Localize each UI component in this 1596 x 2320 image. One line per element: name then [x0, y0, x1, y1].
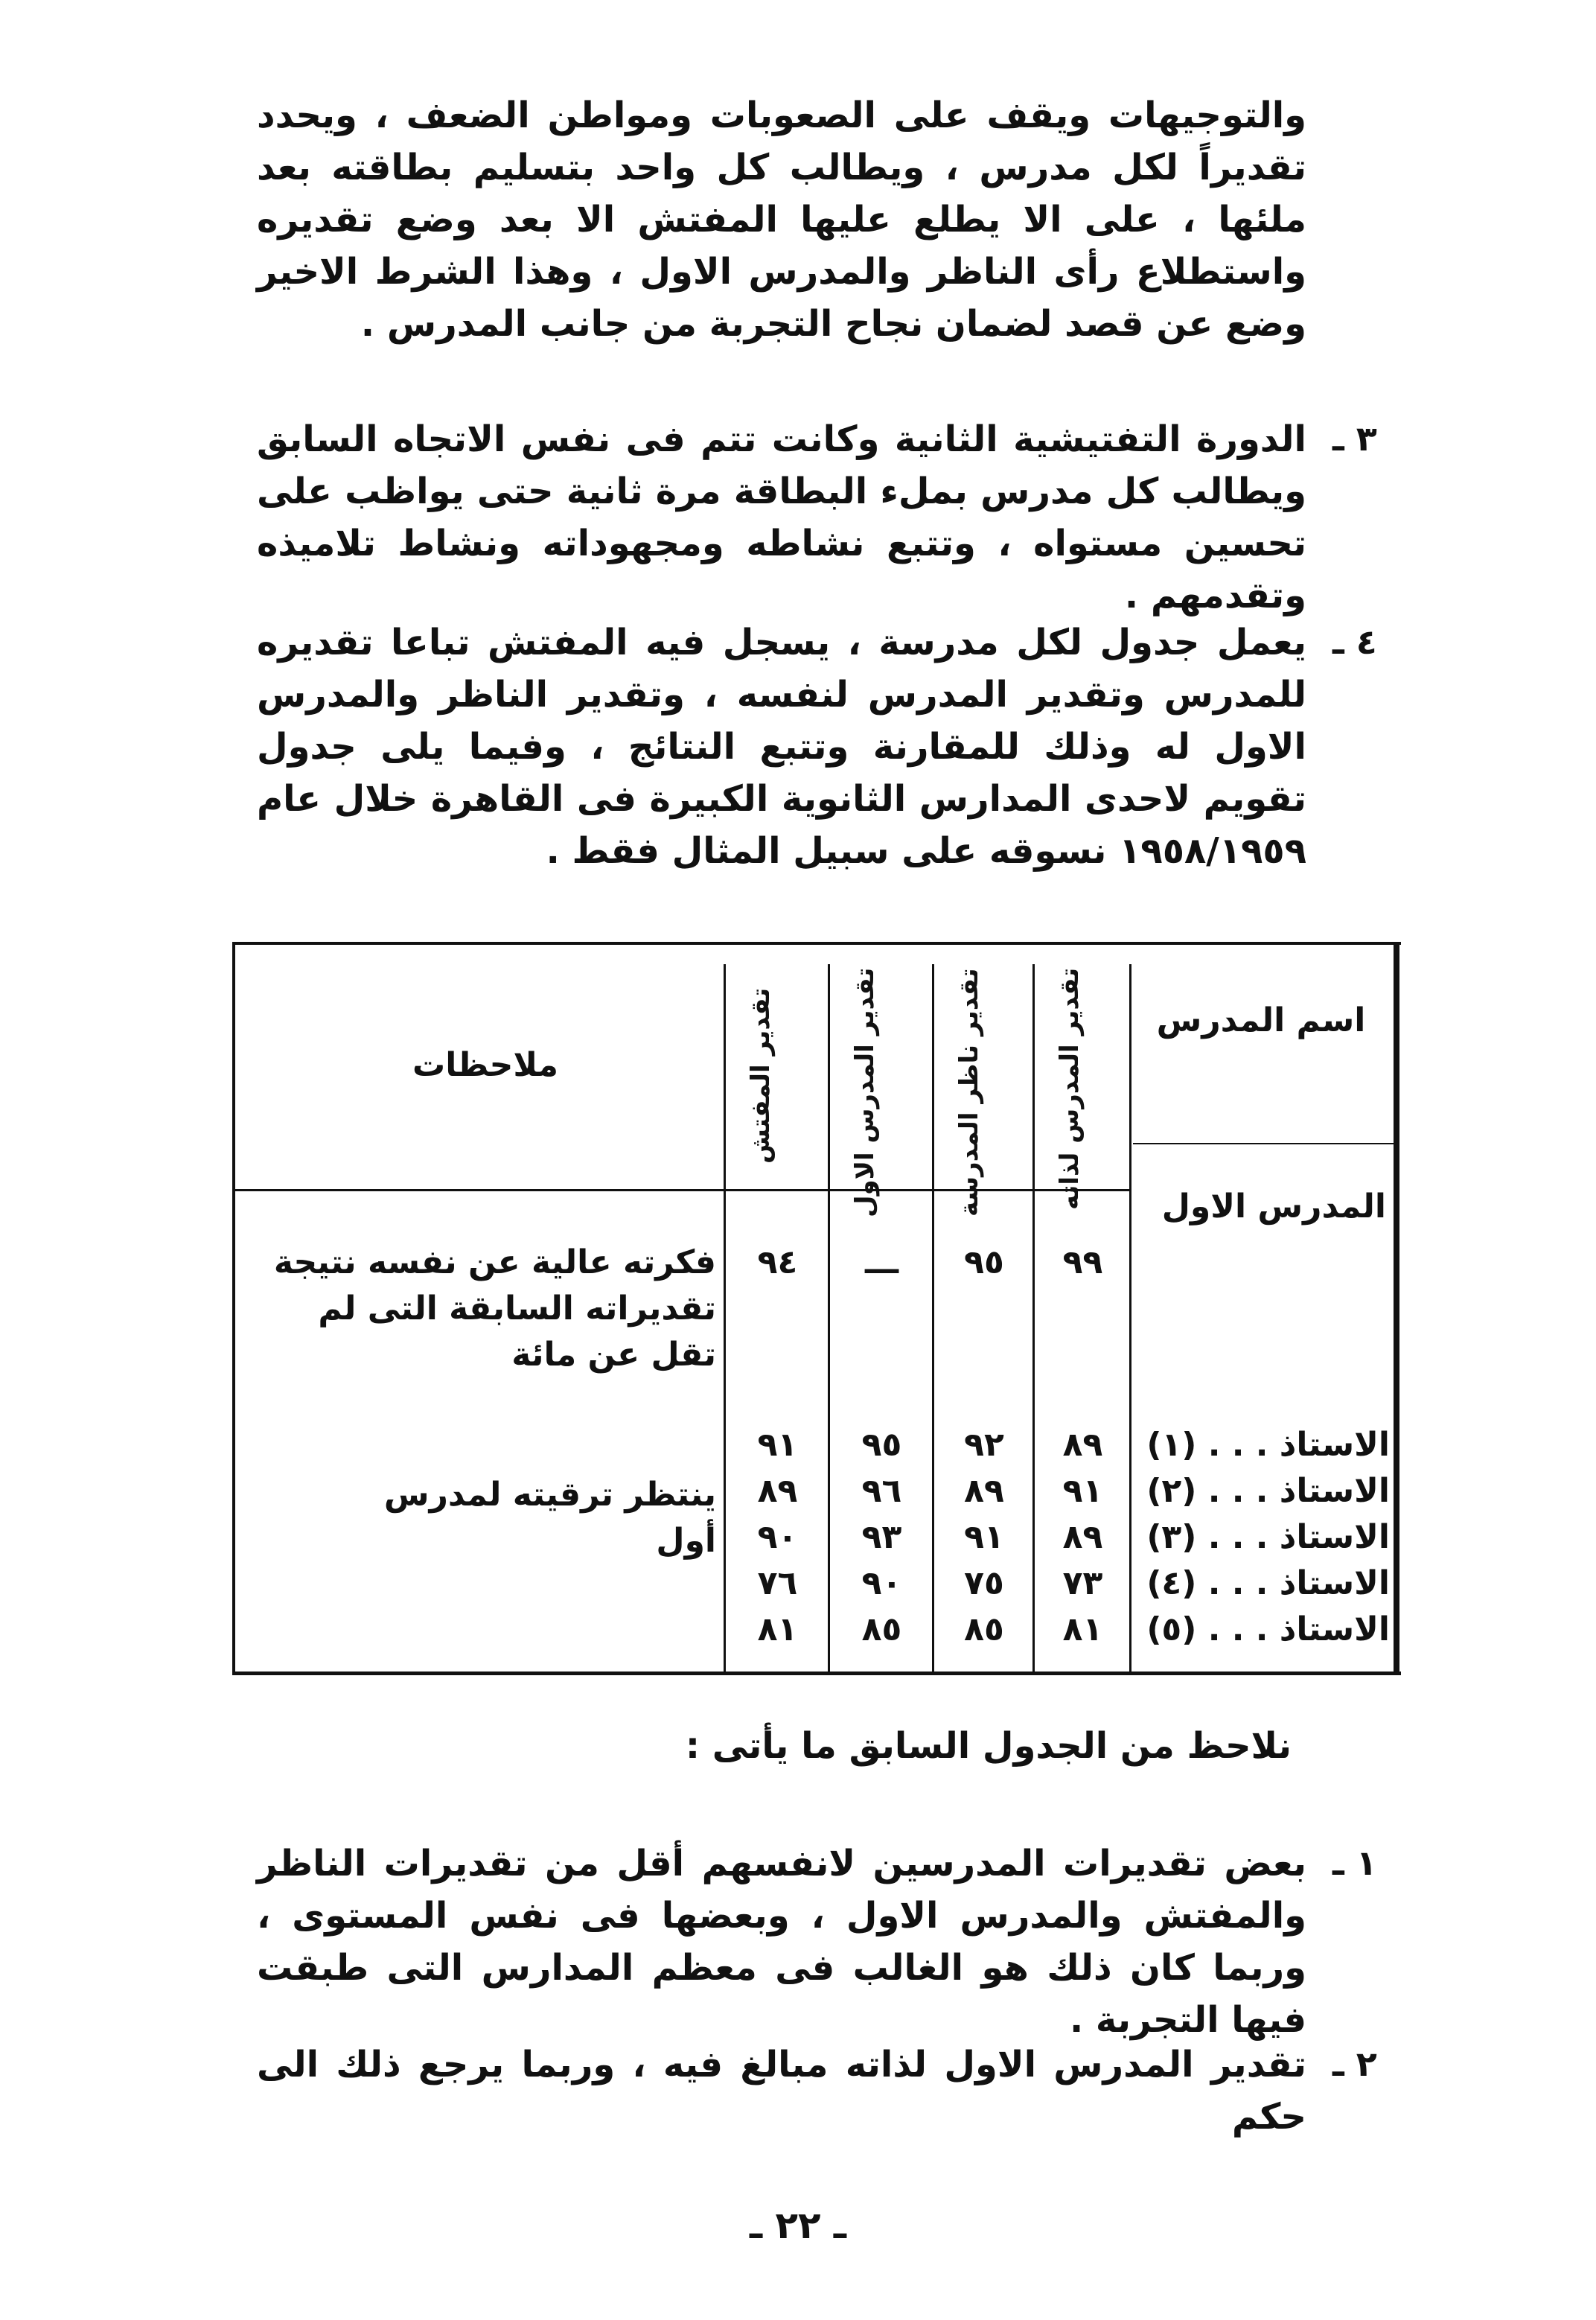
header-principal-evaluation: تقدير ناظر المدرسة [954, 968, 984, 1217]
row-1-name: الاستاذ . . . (١) [1146, 1426, 1390, 1464]
item-3-paragraph: الدورة التفتيشية الثانية وكانت تتم فى نفس الاتجاه السابق ويطالب كل مدرس بملء البطاقة مرة ثانية حتى يواظب على تحسين مستواه ، وتتبع نشاطه ومجهوداته ونشاط تلاميذه وتقدمهم . [257, 418, 1306, 616]
note-1-number: ١ ـ [1332, 1843, 1377, 1883]
item-4-number: ٤ ـ [1332, 622, 1377, 662]
first-row-head-teacher: ـــ [864, 1243, 899, 1281]
row-3-principal: ٩١ [964, 1518, 1004, 1556]
first-row-self: ٩٩ [1062, 1243, 1103, 1281]
header-teacher-name: اسم المدرس [1156, 1001, 1366, 1039]
row-2-principal: ٨٩ [964, 1472, 1004, 1510]
note-2-number: ٢ ـ [1332, 2044, 1377, 2084]
row-5-self: ٨١ [1062, 1610, 1103, 1648]
notes-intro: نلاحظ من الجدول السابق ما يأتى : [685, 1725, 1292, 1767]
intro-paragraph: والتوجيهات ويقف على الصعوبات ومواطن الضعف ، ويحدد تقديراً لكل مدرس ، ويطالب كل واحد بتسليم بطاقته بعد ملئها ، على الا يطلع عليها المفتش الا بعد وضع تقديره واستطلاع رأى الناظر والمدرس الاول ، وهذا الشرط الاخير وضع عن قصد لضمان نجاح التجربة من جانب المدرس . [257, 95, 1306, 345]
page-number: ـ ٢٢ ـ [749, 2204, 847, 2247]
first-row-inspector: ٩٤ [757, 1243, 798, 1281]
row-2-inspector: ٨٩ [757, 1472, 798, 1510]
row-4-self: ٧٣ [1062, 1564, 1103, 1602]
row-4-inspector: ٧٦ [757, 1564, 798, 1602]
row-2-name: الاستاذ . . . (٢) [1146, 1472, 1390, 1510]
item-4-paragraph: يعمل جدول لكل مدرسة ، يسجل فيه المفتش تباعا تقديره للمدرس وتقدير المدرس لنفسه ، وتقدير الناظر والمدرس الاول له وذلك للمقارنة وتتبع النتائج ، وفيما يلى جدول تقويم لاحدى المدارس الثانوية الكبيرة فى القاهرة خلال عام ١٩٥٨/١٩٥٩ نسوقه على سبيل المثال فقط . [257, 622, 1306, 872]
evaluation-table [232, 942, 1401, 1679]
row-1-principal: ٩٢ [964, 1426, 1004, 1464]
row-3-head-teacher: ٩٣ [861, 1518, 902, 1556]
row-3-self: ٨٩ [1062, 1518, 1103, 1556]
row-3-name: الاستاذ . . . (٣) [1146, 1518, 1390, 1556]
header-self-evaluation: تقدير المدرس لذاته [1055, 968, 1085, 1211]
row-1-inspector: ٩١ [757, 1426, 798, 1464]
row-4-principal: ٧٥ [964, 1564, 1004, 1602]
header-head-teacher-evaluation: تقدير المدرس الاول [850, 968, 880, 1218]
header-inspector-evaluation: تقدير المفتش [746, 987, 776, 1164]
note-1-paragraph: بعض تقديرات المدرسين لانفسهم أقل من تقديرات الناظر والمفتش والمدرس الاول ، وبعضها فى نفس المستوى ، وربما كان ذلك هو الغالب فى معظم المدارس التى طبقت فيها التجربة . [257, 1843, 1306, 2041]
row-4-name: الاستاذ . . . (٤) [1146, 1564, 1390, 1602]
row-1-head-teacher: ٩٥ [861, 1426, 902, 1464]
row-5-principal: ٨٥ [964, 1610, 1004, 1648]
row-3-inspector: ٩٠ [757, 1518, 798, 1556]
first-row-remarks: فكرته عالية عن نفسه نتيجة تقديراته السابقة التى لم تقل عن مائة [273, 1243, 716, 1374]
row-5-inspector: ٨١ [757, 1610, 798, 1648]
group-label-head-teacher: المدرس الاول [1161, 1188, 1386, 1226]
row-5-head-teacher: ٨٥ [861, 1610, 902, 1648]
first-row-principal: ٩٥ [964, 1243, 1004, 1281]
row-2-head-teacher: ٩٦ [861, 1472, 902, 1510]
row-4-head-teacher: ٩٠ [861, 1564, 902, 1602]
header-remarks: ملاحظات [412, 1046, 558, 1084]
row-1-self: ٨٩ [1062, 1426, 1103, 1464]
note-2-paragraph: تقدير المدرس الاول لذاته مبالغ فيه ، وربما يرجع ذلك الى حكم [257, 2044, 1306, 2138]
item-3-number: ٣ ـ [1332, 418, 1377, 459]
row-2-self: ٩١ [1062, 1472, 1103, 1510]
row-2-remarks: ينتظر ترقيته لمدرس أول [383, 1476, 716, 1560]
row-5-name: الاستاذ . . . (٥) [1146, 1610, 1390, 1648]
